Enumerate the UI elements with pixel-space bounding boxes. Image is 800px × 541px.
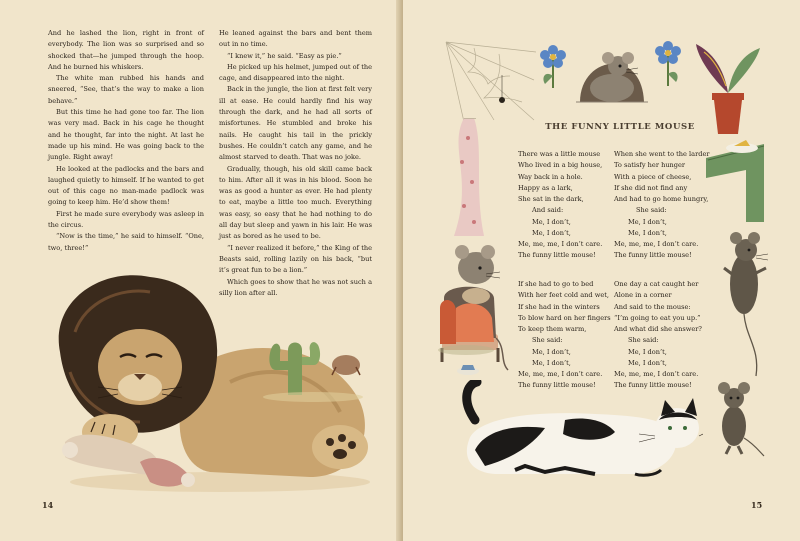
paragraph: The white man rubbed his hands and sneered, “See, that’s the way to make a lion behave.” — [48, 74, 204, 105]
paragraph: “I knew it,” he said. “Easy as pie.” — [227, 51, 342, 60]
cactus-illustration — [258, 325, 373, 405]
blue-flower-illustration — [535, 40, 571, 90]
poem-stanza-3 — [518, 279, 611, 392]
poem-line: And said: — [532, 206, 564, 215]
poem-stanza-1 — [518, 149, 602, 262]
poem-line: With her feet cold and wet, — [518, 291, 610, 300]
cup-illustration — [455, 362, 481, 376]
page-number-left: 14 — [42, 500, 54, 510]
poem-line: To blow hard on her fingers — [518, 313, 611, 322]
poem-line: To keep them warm, — [518, 325, 587, 333]
poem-line: Me, me, me, I don’t care. — [518, 240, 603, 248]
poem-line: Alone in a corner — [614, 291, 672, 300]
poem-line: When she went to the larder — [614, 150, 710, 158]
poem-line: Me, I don’t, — [628, 347, 667, 356]
paragraph: Gradually, though, his old skill came back to him. After all it was in his blood. Soon he was as good a hunter as ever. He had plenty to eat, maybe a little too much. Everything was easy, so easy that he had nothing to do all day but sleep and yawn in his lair. He was just as bored as he used to be. — [219, 164, 372, 241]
blue-flower-illustration — [650, 36, 686, 88]
poem-line: Me, I don’t, — [628, 217, 667, 226]
text-column-1 — [48, 28, 204, 254]
poem-stanza-4 — [614, 279, 702, 392]
paragraph: He picked up his helmet, jumped out of the cage, and disappeared into the night. — [219, 62, 372, 83]
mouse-in-armchair-illustration — [436, 238, 516, 373]
paragraph: “I never realized it before,” the King of the Beasts said, rolling lazily on his back, “but it’s great fun to be a lion.” — [219, 243, 372, 275]
poem-title: THE FUNNY LITTLE MOUSE — [545, 122, 695, 132]
shelf-illustration — [706, 118, 764, 224]
small-mouse-illustration — [710, 378, 765, 458]
poem-line: With a piece of cheese, — [614, 172, 692, 181]
spider-web-illustration — [444, 40, 539, 125]
poem-line: Me, I don’t, — [532, 217, 571, 226]
poem-line: She said: — [532, 336, 563, 345]
page-number-right: 15 — [751, 500, 763, 510]
poem-line: One day a cat caught her — [614, 280, 699, 288]
poem-line: Me, me, me, I don’t care. — [518, 370, 603, 378]
poem-line: Way back in a hole. — [518, 172, 583, 181]
poem-line: Me, I don’t, — [532, 358, 571, 367]
poem-line: Who lived in a big house, — [518, 161, 603, 170]
poem-line: “I’m going to eat you up.” — [614, 313, 701, 322]
paragraph: First he made sure everybody was asleep in the circus. — [48, 209, 204, 230]
paragraph: “Now is the time,” he said to himself. “One, two, three!” — [48, 232, 204, 252]
cat-illustration — [455, 380, 703, 480]
poem-line: If she had in the winters — [518, 302, 600, 311]
poem-line: The funny little mouse! — [614, 251, 692, 260]
poem-line: She said: — [636, 206, 667, 215]
poem-line: And said to the mouse: — [614, 302, 691, 311]
poem-line: If she did not find any — [614, 183, 688, 192]
paragraph: He leaned against the bars and bent them out in no time. — [219, 29, 372, 49]
paragraph: Back in the jungle, the lion at first felt very ill at ease. He could hardly find his way through the dark, and he had all sorts of misfortunes. He stumbled and broke his nails. He caught his tail in the prickly bushes. He couldn’t catch any game, and he almost starved to death. That was no joke. — [219, 85, 372, 162]
paragraph: But this time he had gone too far. The lion was very mad. Back in his cage he thought and he thought, far into the night. At last he made up his mind. He was going back to the jungle. Right away! — [48, 108, 204, 162]
paragraph: Which goes to show that he was not such a silly lion after all. — [219, 277, 372, 297]
poem-line: Me, I don’t, — [532, 347, 571, 356]
mouse-in-hole-illustration — [572, 36, 650, 106]
paragraph: And he lashed the lion, right in front of everybody. The lion was so surprised and so shocked that—he jumped through the hoop. And he burned his whiskers. — [48, 29, 204, 71]
poem-line: Me, me, me, I don’t care. — [614, 370, 699, 378]
poem-line: She said: — [628, 336, 659, 345]
curtain-illustration — [444, 118, 488, 238]
climbing-mouse-illustration — [720, 228, 776, 378]
poem-line: Me, I don’t, — [532, 228, 571, 237]
poem-line: She sat in the dark, — [518, 195, 584, 203]
text-column-2 — [219, 28, 372, 299]
poem-line: Me, I don’t, — [628, 358, 667, 367]
poem-line: The funny little mouse! — [518, 251, 596, 260]
paragraph: He looked at the padlocks and the bars and laughed quietly to himself. If he wanted to get out of this cage no man-made padlock was going to keep him. He’d show them! — [48, 164, 204, 207]
poem-line: And what did she answer? — [614, 325, 702, 333]
poem-line: The funny little mouse! — [614, 381, 692, 390]
poem-line: Happy as a lark, — [518, 183, 573, 192]
poem-line: Me, I don’t, — [628, 228, 667, 237]
poem-stanza-2 — [614, 149, 710, 262]
poem-line: There was a little mouse — [518, 150, 601, 158]
poem-line: Me, me, me, I don’t care. — [614, 240, 699, 248]
poem-line: If she had to go to bed — [518, 280, 594, 288]
poem-line: To satisfy her hunger — [614, 161, 686, 170]
poem-line: The funny little mouse! — [518, 381, 596, 390]
poem-line: And had to go home hungry, — [614, 195, 709, 203]
